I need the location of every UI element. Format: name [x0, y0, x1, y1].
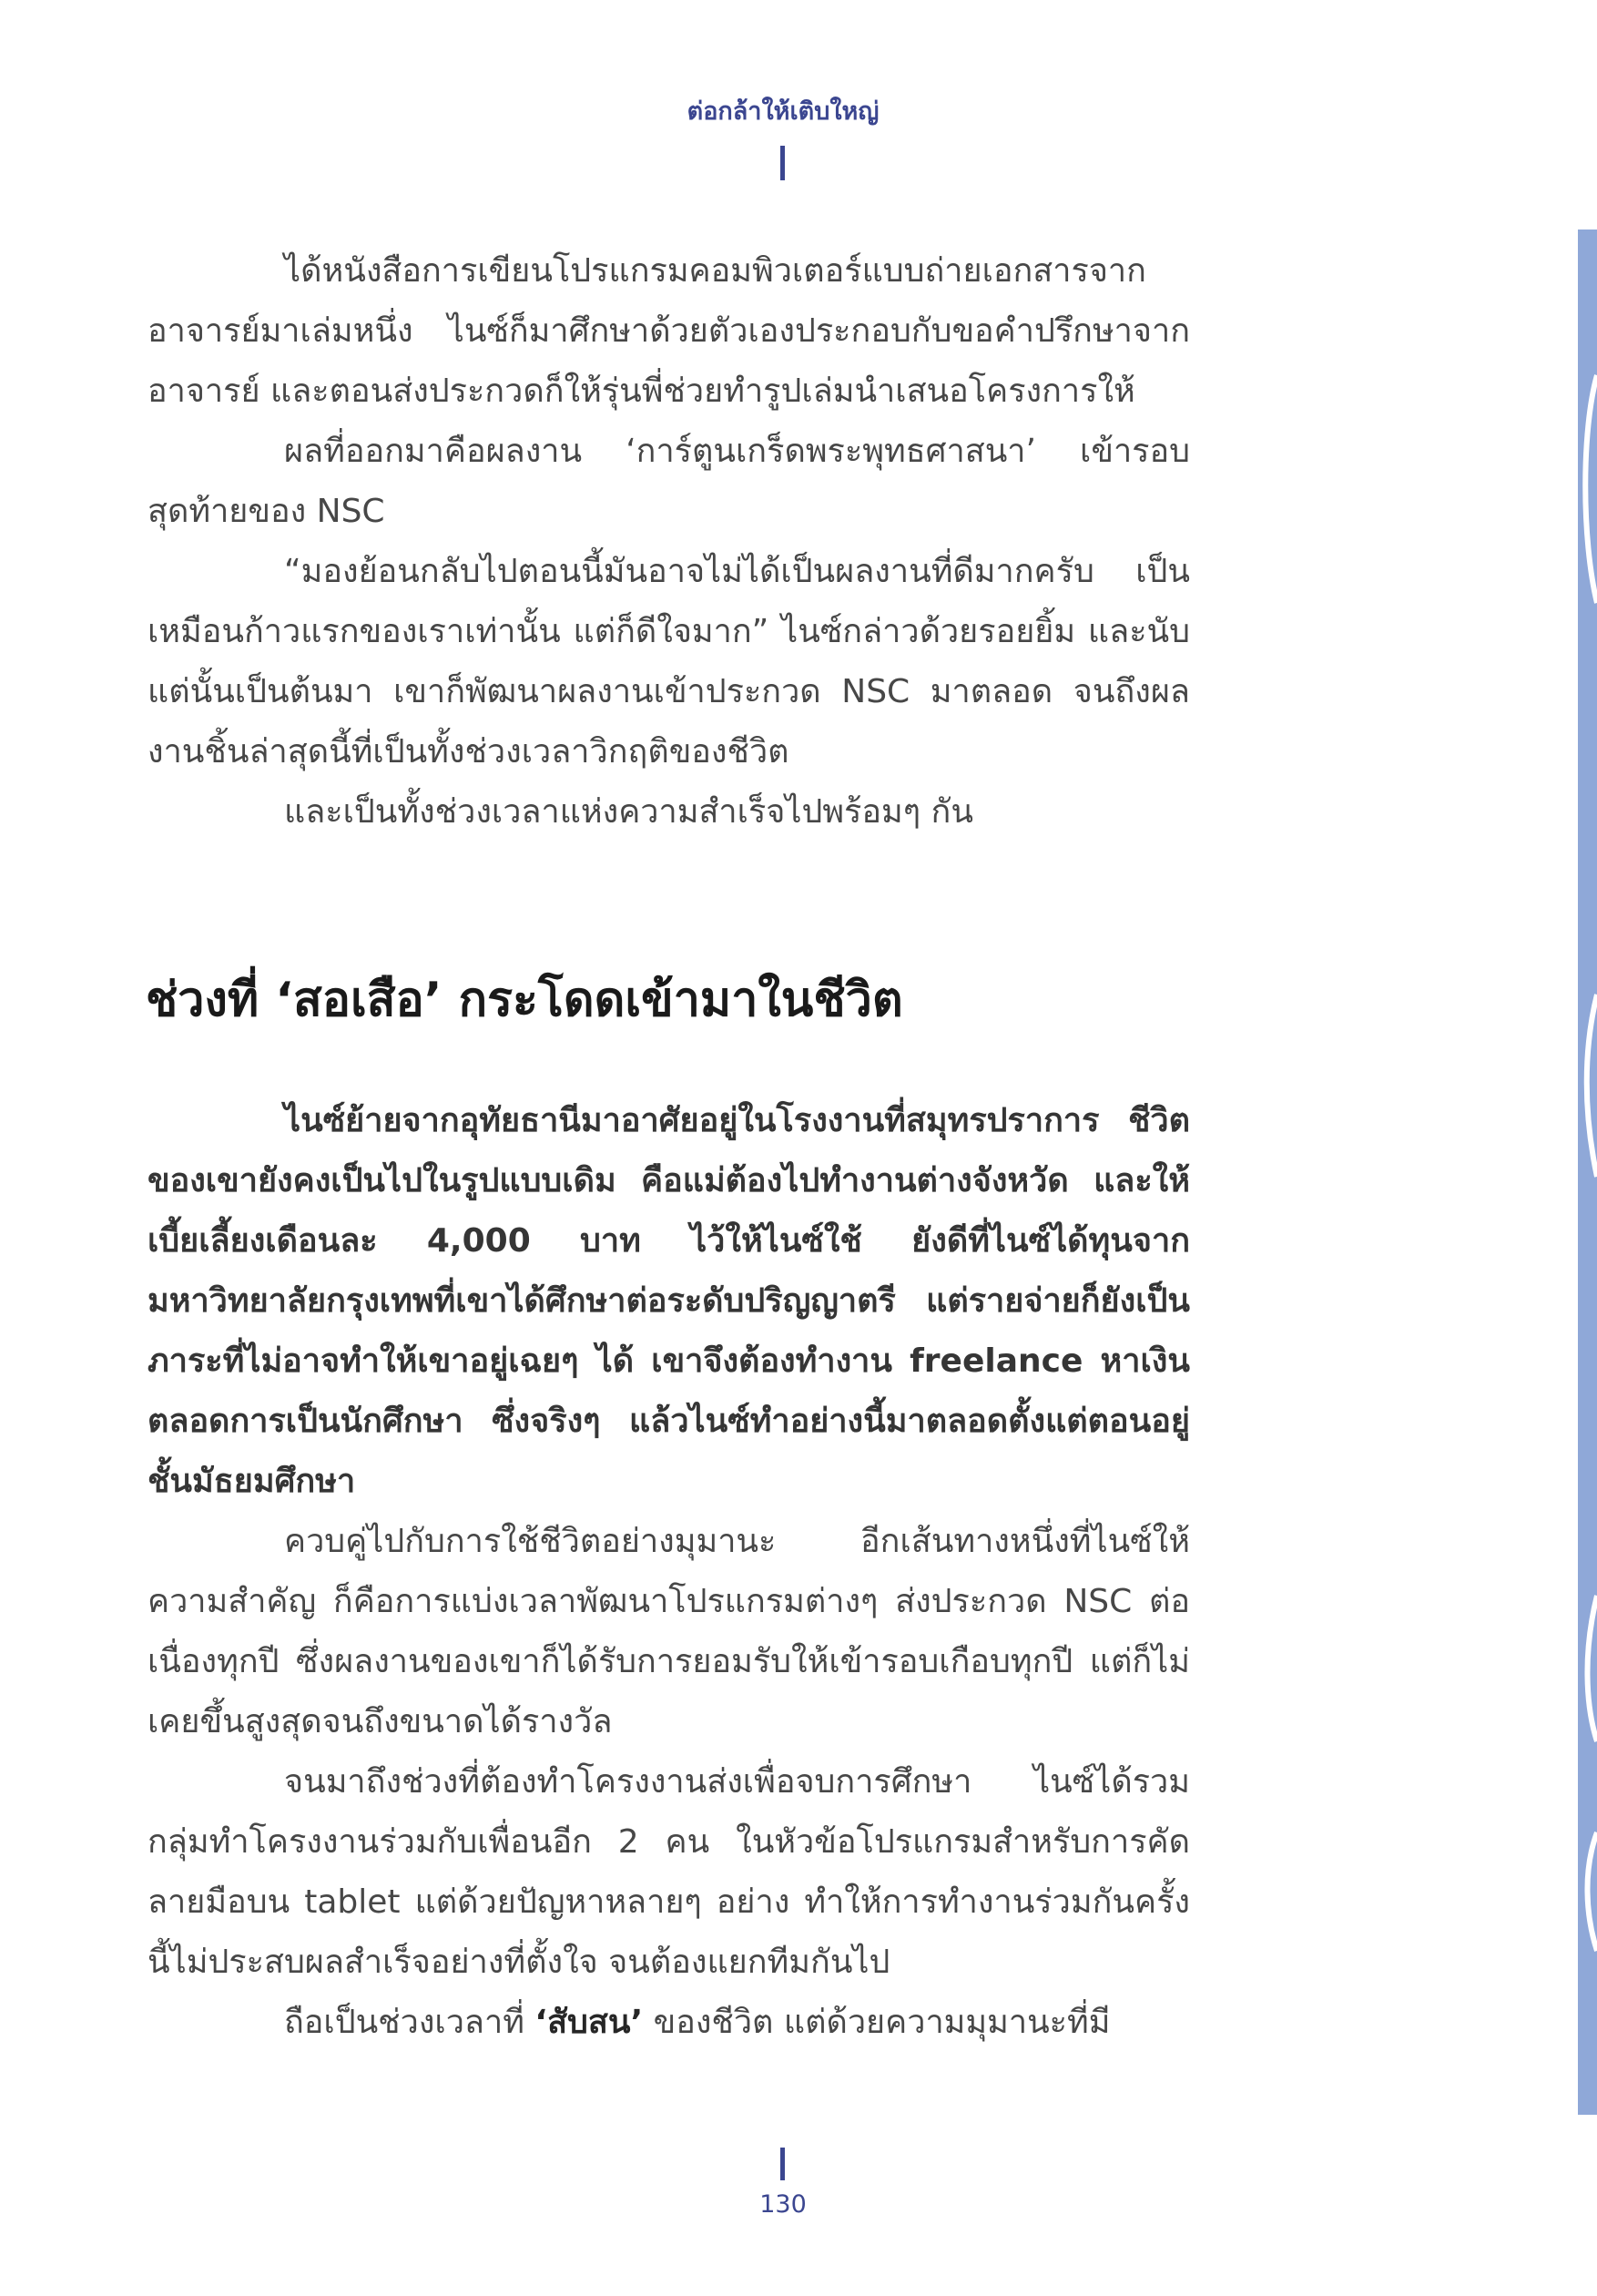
paragraph: จนมาถึงช่วงที่ต้องทำโครงงานส่งเพื่อจบการศึกษา ไนซ์ได้รวมกลุ่มทำโครงงานร่วมกับเพื่อนอีก 2 คน ในหัวข้อโปรแกรมสำหรับการคัดลายมือบน tablet แต่ด้วยปัญหาหลายๆ อย่าง ทำให้การทำงานร่วมกันครั้งนี้ไม่ประสบผลสำเร็จอย่างที่ตั้งใจ จนต้องแยกทีมกันไป — [147, 1763, 1190, 1981]
running-header-title: ต่อกล้าให้เติบใหญ่ — [687, 97, 880, 126]
page-number: 130 — [759, 2190, 807, 2219]
paragraph: ควบคู่ไปกับการใช้ชีวิตอย่างมุมานะ อีกเส้นทางหนึ่งที่ไนซ์ให้ความสำคัญ ก็คือการแบ่งเวลาพัฒนาโปรแกรมต่างๆ ส่งประกวด NSC ต่อเนื่องทุกปี ซึ่งผลงานของเขาก็ได้รับการยอมรับให้เข้ารอบเกือบทุกปี แต่ก็ไม่เคยขึ้นสูงสุดจนถึงขนาดได้รางวัล — [147, 1523, 1190, 1740]
section-2-body — [147, 1091, 1190, 2053]
paragraph-last — [147, 1993, 1190, 2053]
header-divider — [780, 146, 785, 180]
paragraph: และเป็นทั้งช่วงเวลาแห่งความสำเร็จไปพร้อมๆ กัน — [284, 793, 973, 831]
section-heading: ช่วงที่ ‘สอเสือ’ กระโดดเข้ามาในชีวิต — [146, 973, 903, 1027]
emphasis-text: ‘สับสน’ — [534, 2004, 644, 2041]
paragraph: ได้หนังสือการเขียนโปรแกรมคอมพิวเตอร์แบบถ่ายเอกสารจากอาจารย์มาเล่มหนึ่ง ไนซ์ก็มาศึกษาด้วยตัวเองประกอบกับขอคำปรึกษาจากอาจารย์ และตอนส่งประกวดก็ให้รุ่นพี่ช่วยทำรูปเล่มนำเสนอโครงการให้ — [147, 252, 1190, 410]
side-swirl-decoration — [1578, 230, 1597, 2115]
section-1-body — [147, 241, 1190, 842]
lead-paragraph: ไนซ์ย้ายจากอุทัยธานีมาอาศัยอยู่ในโรงงานที่สมุทรปราการ ชีวิตของเขายังคงเป็นไปในรูปแบบเดิม คือแม่ต้องไปทำงานต่างจังหวัด และให้เบี้ยเลี้ยงเดือนละ 4,000 บาท ไว้ให้ไนซ์ใช้ ยังดีที่ไนซ์ได้ทุนจากมหาวิทยาลัยกรุงเทพที่เขาได้ศึกษาต่อระดับปริญญาตรี แต่รายจ่ายก็ยังเป็นภาระที่ไม่อาจทำให้เขาอยู่เฉยๆ ได้ เขาจึงต้องทำงาน freelance หาเงินตลอดการเป็นนักศึกษา ซึ่งจริงๆ แล้วไนซ์ทำอย่างนี้มาตลอดตั้งแต่ตอนอยู่ชั้นมัธยมศึกษา — [147, 1102, 1190, 1500]
paragraph-text: ของชีวิต แต่ด้วยความมุมานะที่มี — [643, 2004, 1111, 2041]
paragraph: ผลที่ออกมาคือผลงาน ‘การ์ตูนเกร็ดพระพุทธศาสนา’ เข้ารอบสุดท้ายของ NSC — [147, 433, 1190, 530]
paragraph: “มองย้อนกลับไปตอนนี้มันอาจไม่ได้เป็นผลงานที่ดีมากครับ เป็นเหมือนก้าวแรกของเราเท่านั้น แต่ก็ดีใจมาก” ไนซ์กล่าวด้วยรอยยิ้ม และนับแต่นั้นเป็นต้นมา เขาก็พัฒนาผลงานเข้าประกวด NSC มาตลอด จนถึงผลงานชิ้นล่าสุดนี้ที่เป็นทั้งช่วงเวลาวิกฤติของชีวิต — [147, 553, 1190, 770]
footer-divider — [780, 2148, 785, 2180]
paragraph-text: ถือเป็นช่วงเวลาที่ — [284, 2004, 535, 2041]
